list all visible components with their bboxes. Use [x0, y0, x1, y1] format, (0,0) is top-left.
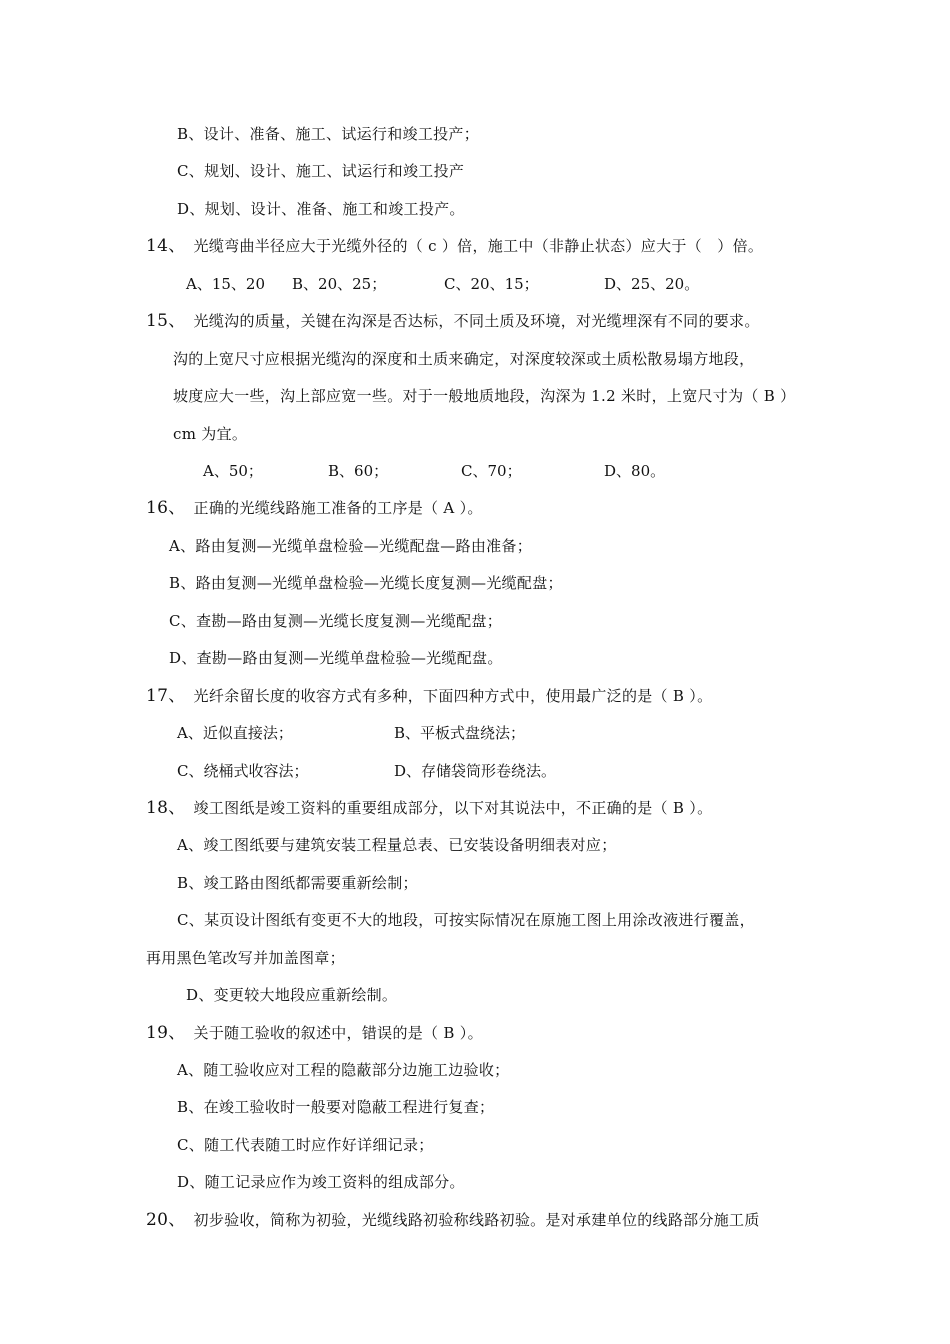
- q15-text-line-4: cm 为宜。: [173, 425, 248, 443]
- q15-option-a: A、50；: [203, 462, 263, 480]
- q15-text-line-3: 坡度应大一些，沟上部应宽一些。对于一般地质地段，沟深为 1.2 米时，上宽尺寸为（ B ）: [173, 387, 796, 405]
- q15-text-line-2: 沟的上宽尺寸应根据光缆沟的深度和土质来确定，对深度较深或土质松散易塌方地段，: [173, 350, 755, 368]
- q13-option-d: D、规划、设计、准备、施工和竣工投产。: [177, 200, 465, 218]
- question-number: 20、: [146, 1210, 186, 1230]
- q18-option-a: A、竣工图纸要与建筑安装工程量总表、已安装设备明细表对应；: [177, 836, 617, 854]
- question-20: [146, 1210, 760, 1230]
- q15-option-d: D、80。: [604, 462, 666, 480]
- q14-option-d: D、25、20。: [604, 275, 700, 293]
- question-number: 14、: [146, 236, 186, 256]
- q17-option-a: A、近似直接法；: [177, 724, 293, 742]
- q14-option-a: A、15、20: [186, 275, 266, 293]
- q16-option-a: A、路由复测—光缆单盘检验—光缆配盘—路由准备；: [169, 537, 533, 555]
- question-number: 18、: [146, 798, 186, 818]
- q17-option-c: C、绕桶式收容法；: [177, 762, 309, 780]
- q13-option-c: C、规划、设计、施工、试运行和竣工投产: [177, 162, 465, 180]
- q15-option-c: C、70；: [461, 462, 522, 480]
- question-text: 正确的光缆线路施工准备的工序是（ A ）。: [193, 499, 483, 517]
- question-number: 16、: [146, 498, 186, 518]
- q16-option-b: B、路由复测—光缆单盘检验—光缆长度复测—光缆配盘；: [169, 574, 563, 592]
- question-text: 光缆弯曲半径应大于光缆外径的（ c ）倍，施工中（非静止状态）应大于（ ）倍。: [193, 237, 764, 255]
- question-15: [146, 311, 760, 331]
- q19-option-d: D、随工记录应作为竣工资料的组成部分。: [177, 1173, 465, 1191]
- question-14: [146, 236, 763, 256]
- question-17: [146, 686, 712, 706]
- question-19: [146, 1023, 483, 1043]
- q16-option-c: C、查勘—路由复测—光缆长度复测—光缆配盘；: [169, 612, 503, 630]
- q16-option-d: D、查勘—路由复测—光缆单盘检验—光缆配盘。: [169, 649, 503, 667]
- q19-option-a: A、随工验收应对工程的隐蔽部分边施工边验收；: [177, 1061, 510, 1079]
- q19-option-c: C、随工代表随工时应作好详细记录；: [177, 1136, 434, 1154]
- question-number: 19、: [146, 1023, 186, 1043]
- q18-option-d: D、变更较大地段应重新绘制。: [186, 986, 398, 1004]
- question-number: 17、: [146, 686, 186, 706]
- q15-option-b: B、60；: [328, 462, 389, 480]
- question-number: 15、: [146, 311, 186, 331]
- question-text: 初步验收，简称为初验，光缆线路初验称线路初验。是对承建单位的线路部分施工质: [193, 1211, 760, 1229]
- q18-option-c-line-1: C、某页设计图纸有变更不大的地段，可按实际情况在原施工图上用涂改液进行覆盖，: [177, 911, 755, 929]
- q19-option-b: B、在竣工验收时一般要对隐蔽工程进行复查；: [177, 1098, 495, 1116]
- q17-option-d: D、存储袋筒形卷绕法。: [394, 762, 557, 780]
- question-text: 竣工图纸是竣工资料的重要组成部分，以下对其说法中，不正确的是（ B ）。: [193, 799, 713, 817]
- q14-option-c: C、20、15；: [444, 275, 539, 293]
- q17-option-b: B、平板式盘绕法；: [394, 724, 526, 742]
- question-text: 光纤余留长度的收容方式有多种，下面四种方式中，使用最广泛的是（ B ）。: [193, 687, 713, 705]
- question-text: 关于随工验收的叙述中，错误的是（ B ）。: [193, 1024, 483, 1042]
- q14-option-b: B、20、25；: [292, 275, 387, 293]
- q13-option-b: B、设计、准备、施工、试运行和竣工投产；: [177, 125, 480, 143]
- question-18: [146, 798, 712, 818]
- q18-option-c-line-2: 再用黑色笔改写并加盖图章；: [146, 949, 345, 967]
- question-text: 光缆沟的质量，关键在沟深是否达标，不同土质及环境，对光缆埋深有不同的要求。: [193, 312, 760, 330]
- q18-option-b: B、竣工路由图纸都需要重新绘制；: [177, 874, 418, 892]
- question-16: [146, 498, 483, 518]
